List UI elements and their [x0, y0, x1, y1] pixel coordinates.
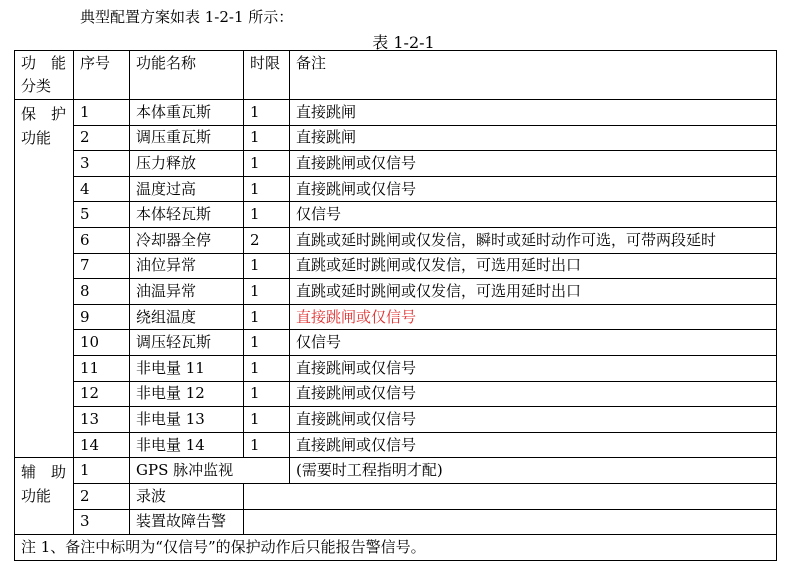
- table-row: [15, 483, 777, 509]
- cell-time-limit: 1: [244, 253, 290, 279]
- table-row: [15, 381, 777, 407]
- cell-time-limit: 1: [244, 330, 290, 356]
- cell-remark: [244, 483, 777, 509]
- cell-seq: 1: [74, 458, 130, 484]
- cell-time-limit: 1: [244, 176, 290, 202]
- cell-remark: 仅信号: [290, 202, 777, 228]
- cell-seq: 10: [74, 330, 130, 356]
- header-remark: 备注: [290, 51, 777, 100]
- cell-remark: [244, 509, 777, 535]
- cell-remark: 直接跳闸或仅信号: [290, 407, 777, 433]
- cell-name: 本体轻瓦斯: [130, 202, 244, 228]
- cell-seq: 2: [74, 125, 130, 151]
- cell-remark: 仅信号: [290, 330, 777, 356]
- cell-remark: 直接跳闸或仅信号: [290, 151, 777, 177]
- cell-seq: 1: [74, 100, 130, 126]
- cell-seq: 13: [74, 407, 130, 433]
- table-row: [15, 458, 777, 484]
- cell-seq: 12: [74, 381, 130, 407]
- cell-name: 非电量 12: [130, 381, 244, 407]
- cell-name: 油温异常: [130, 279, 244, 305]
- table-row: [15, 176, 777, 202]
- table-caption: 表 1-2-1: [372, 33, 435, 52]
- cell-name: 录波: [130, 483, 244, 509]
- table-row: [15, 432, 777, 458]
- cell-remark: 直跳或延时跳闸或仅发信，瞬时或延时动作可选，可带两段延时: [290, 227, 777, 253]
- table-header-row: [15, 51, 777, 100]
- cell-name: 绕组温度: [130, 304, 244, 330]
- table-row: [15, 330, 777, 356]
- cell-name: 本体重瓦斯: [130, 100, 244, 126]
- cell-time-limit: 1: [244, 100, 290, 126]
- cell-name: 非电量 11: [130, 355, 244, 381]
- cell-name: 调压重瓦斯: [130, 125, 244, 151]
- cell-time-limit: 1: [244, 381, 290, 407]
- cell-name: GPS 脉冲监视: [130, 458, 290, 484]
- category-protection: 保 护 功能: [15, 100, 74, 458]
- cell-remark: 直接跳闸或仅信号: [290, 381, 777, 407]
- table-row: [15, 125, 777, 151]
- cell-remark: 直接跳闸或仅信号: [290, 176, 777, 202]
- cell-seq: 3: [74, 509, 130, 535]
- cell-time-limit: 1: [244, 279, 290, 305]
- cell-name: 调压轻瓦斯: [130, 330, 244, 356]
- cell-remark: 直跳或延时跳闸或仅发信，可选用延时出口: [290, 253, 777, 279]
- table-row: [15, 304, 777, 330]
- cell-name: 油位异常: [130, 253, 244, 279]
- cell-seq: 9: [74, 304, 130, 330]
- cell-seq: 11: [74, 355, 130, 381]
- header-time-limit: 时限: [244, 51, 290, 100]
- cell-seq: 6: [74, 227, 130, 253]
- cell-seq: 14: [74, 432, 130, 458]
- footnote: 注 1、备注中标明为“仅信号”的保护动作后只能报告警信号。: [15, 535, 777, 561]
- cell-seq: 2: [74, 483, 130, 509]
- table-row: [15, 355, 777, 381]
- cell-time-limit: 1: [244, 432, 290, 458]
- cell-seq: 7: [74, 253, 130, 279]
- cell-time-limit: 1: [244, 407, 290, 433]
- cell-seq: 4: [74, 176, 130, 202]
- header-name: 功能名称: [130, 51, 244, 100]
- cell-remark: 直接跳闸: [290, 100, 777, 126]
- cell-time-limit: 1: [244, 202, 290, 228]
- cell-remark: 直接跳闸或仅信号: [290, 355, 777, 381]
- cell-time-limit: 2: [244, 227, 290, 253]
- cell-remark: 直接跳闸或仅信号: [290, 304, 777, 330]
- table-row: [15, 509, 777, 535]
- intro-text: 典型配置方案如表 1-2-1 所示：: [80, 8, 294, 26]
- cell-remark: 直接跳闸: [290, 125, 777, 151]
- table-row: [15, 407, 777, 433]
- cell-time-limit: 1: [244, 125, 290, 151]
- header-category: 功 能 分类: [15, 51, 74, 100]
- cell-time-limit: 1: [244, 151, 290, 177]
- cell-remark: 直跳或延时跳闸或仅发信，可选用延时出口: [290, 279, 777, 305]
- table-row: [15, 279, 777, 305]
- cell-name: 温度过高: [130, 176, 244, 202]
- cell-remark: 直接跳闸或仅信号: [290, 432, 777, 458]
- cell-name: 压力释放: [130, 151, 244, 177]
- cell-time-limit: 1: [244, 355, 290, 381]
- cell-seq: 3: [74, 151, 130, 177]
- cell-name: 冷却器全停: [130, 227, 244, 253]
- cell-name: 非电量 13: [130, 407, 244, 433]
- cell-seq: 8: [74, 279, 130, 305]
- header-seq: 序号: [74, 51, 130, 100]
- table-row: [15, 100, 777, 126]
- cell-seq: 5: [74, 202, 130, 228]
- category-auxiliary: 辅 助 功能: [15, 458, 74, 535]
- cell-name: 非电量 14: [130, 432, 244, 458]
- table-row: [15, 151, 777, 177]
- config-table: [14, 50, 777, 561]
- table-row: [15, 253, 777, 279]
- table-row: [15, 227, 777, 253]
- cell-time-limit: 1: [244, 304, 290, 330]
- table-row: [15, 202, 777, 228]
- cell-name: 装置故障告警: [130, 509, 244, 535]
- footnote-row: [15, 535, 777, 561]
- cell-remark: (需要时工程指明才配): [290, 458, 777, 484]
